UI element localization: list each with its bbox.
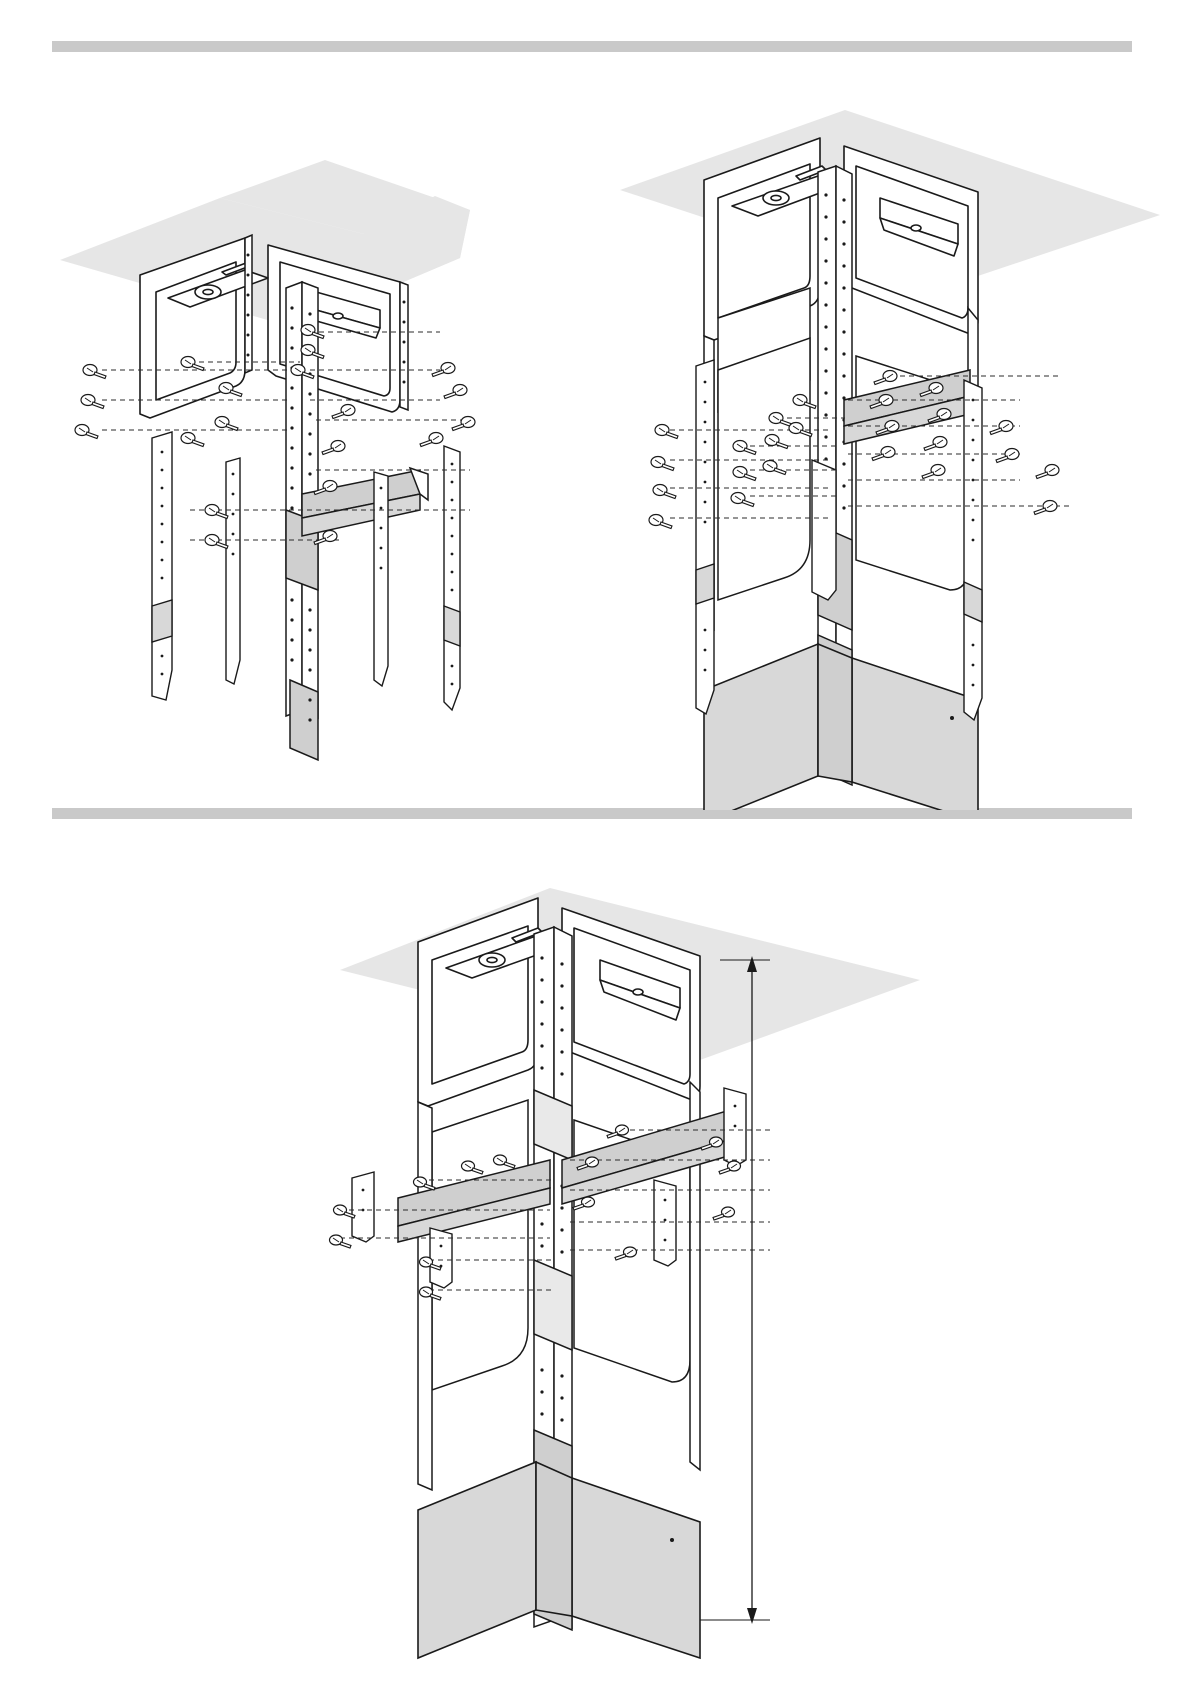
figure-1-rack-frame-with-four-mounting-rails-exploded bbox=[40, 70, 560, 790]
figure-2-rack-frame-with-side-panel-and-rails-exploded bbox=[600, 70, 1160, 810]
overall-height-dimension bbox=[700, 956, 770, 1624]
top-divider bbox=[52, 41, 1132, 52]
figure-3-rack-frame-with-horizontal-support-arms-exploded bbox=[300, 830, 1020, 1660]
lower-shroud-panel bbox=[704, 644, 978, 810]
cross-beam bbox=[302, 468, 428, 536]
lower-shroud-panel bbox=[418, 1462, 700, 1658]
